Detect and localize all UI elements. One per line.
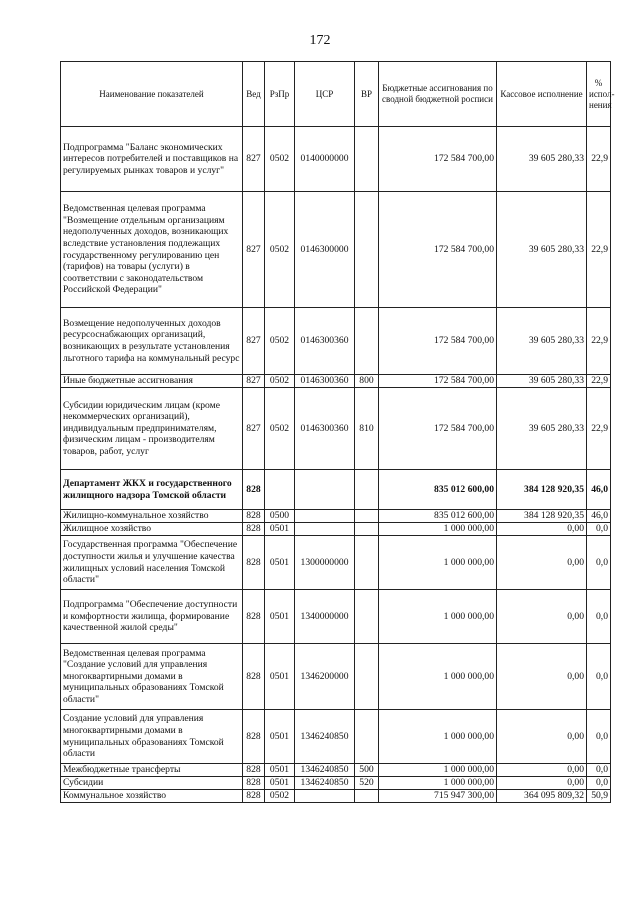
cell-cash: 0,00 bbox=[497, 590, 587, 644]
cell-name: Коммунальное хозяйство bbox=[61, 790, 243, 803]
cell-name: Субсидии юридическим лицам (кроме некоммерческих организаций), индивидуальным предпринимателям, физическим лицам - производителям товаров, работ, услуг bbox=[61, 388, 243, 470]
cell-rzpr: 0502 bbox=[265, 308, 295, 375]
cell-cash: 0,00 bbox=[497, 777, 587, 790]
cell-budget: 1 000 000,00 bbox=[379, 523, 497, 536]
cell-budget: 835 012 600,00 bbox=[379, 470, 497, 510]
cell-percent: 22,9 bbox=[587, 192, 611, 308]
cell-ved: 828 bbox=[243, 510, 265, 523]
cell-rzpr: 0501 bbox=[265, 536, 295, 590]
cell-budget: 172 584 700,00 bbox=[379, 192, 497, 308]
cell-cash: 0,00 bbox=[497, 536, 587, 590]
cell-budget: 1 000 000,00 bbox=[379, 777, 497, 790]
table-row bbox=[61, 590, 611, 644]
cell-name: Межбюджетные трансферты bbox=[61, 764, 243, 777]
cell-rzpr: 0502 bbox=[265, 127, 295, 192]
cell-rzpr: 0502 bbox=[265, 192, 295, 308]
header-name: Наименование показателей bbox=[61, 62, 243, 127]
cell-name: Жилищное хозяйство bbox=[61, 523, 243, 536]
cell-csr: 1346240850 bbox=[295, 764, 355, 777]
cell-ved: 828 bbox=[243, 536, 265, 590]
cell-rzpr: 0501 bbox=[265, 777, 295, 790]
cell-percent: 22,9 bbox=[587, 308, 611, 375]
cell-percent: 0,0 bbox=[587, 590, 611, 644]
header-vr: ВР bbox=[355, 62, 379, 127]
cell-rzpr: 0501 bbox=[265, 644, 295, 710]
cell-cash: 39 605 280,33 bbox=[497, 192, 587, 308]
cell-cash: 39 605 280,33 bbox=[497, 375, 587, 388]
cell-rzpr: 0502 bbox=[265, 790, 295, 803]
cell-ved: 828 bbox=[243, 764, 265, 777]
table-row bbox=[61, 644, 611, 710]
budget-execution-table bbox=[60, 61, 615, 803]
table-row bbox=[61, 790, 611, 803]
cell-rzpr: 0501 bbox=[265, 710, 295, 764]
cell-vr bbox=[355, 710, 379, 764]
table-row bbox=[61, 764, 611, 777]
cell-name: Иные бюджетные ассигнования bbox=[61, 375, 243, 388]
cell-csr: 0140000000 bbox=[295, 127, 355, 192]
cell-ved: 827 bbox=[243, 192, 265, 308]
cell-budget: 1 000 000,00 bbox=[379, 536, 497, 590]
cell-vr bbox=[355, 590, 379, 644]
table-row bbox=[61, 523, 611, 536]
cell-cash: 384 128 920,35 bbox=[497, 510, 587, 523]
cell-vr bbox=[355, 308, 379, 375]
cell-vr: 800 bbox=[355, 375, 379, 388]
header-csr: ЦСР bbox=[295, 62, 355, 127]
cell-percent: 0,0 bbox=[587, 644, 611, 710]
cell-rzpr: 0501 bbox=[265, 523, 295, 536]
cell-vr: 500 bbox=[355, 764, 379, 777]
cell-percent: 46,0 bbox=[587, 510, 611, 523]
header-budget: Бюджетные ассигнования по сводной бюджетной росписи bbox=[379, 62, 497, 127]
cell-csr: 1340000000 bbox=[295, 590, 355, 644]
cell-vr bbox=[355, 644, 379, 710]
cell-percent: 50,9 bbox=[587, 790, 611, 803]
cell-name: Ведомственная целевая программа "Возмещение отдельным организациям недополученных доходов, возникающих вследствие установления подлежащих государственному регулированию цен (тарифов) на товары (услуги) в соответствии с законодательством Российской Федерации" bbox=[61, 192, 243, 308]
cell-csr bbox=[295, 510, 355, 523]
header-percent: % испол-нения bbox=[587, 62, 611, 127]
cell-csr: 1346200000 bbox=[295, 644, 355, 710]
cell-budget: 835 012 600,00 bbox=[379, 510, 497, 523]
cell-vr bbox=[355, 523, 379, 536]
cell-csr: 1346240850 bbox=[295, 777, 355, 790]
cell-name: Департамент ЖКХ и государственного жилищного надзора Томской области bbox=[61, 470, 243, 510]
cell-rzpr bbox=[265, 470, 295, 510]
cell-budget: 1 000 000,00 bbox=[379, 710, 497, 764]
table-header-row bbox=[61, 62, 611, 127]
cell-ved: 827 bbox=[243, 388, 265, 470]
cell-cash: 0,00 bbox=[497, 764, 587, 777]
cell-budget: 172 584 700,00 bbox=[379, 388, 497, 470]
cell-cash: 39 605 280,33 bbox=[497, 308, 587, 375]
cell-vr bbox=[355, 192, 379, 308]
cell-rzpr: 0501 bbox=[265, 590, 295, 644]
cell-vr bbox=[355, 536, 379, 590]
cell-csr bbox=[295, 790, 355, 803]
cell-name: Государственная программа "Обеспечение доступности жилья и улучшение качества жилищных условий населения Томской области" bbox=[61, 536, 243, 590]
cell-name: Субсидии bbox=[61, 777, 243, 790]
cell-name: Подпрограмма "Обеспечение доступности и комфортности жилища, формирование качественной жилой среды" bbox=[61, 590, 243, 644]
cell-ved: 828 bbox=[243, 590, 265, 644]
cell-cash: 0,00 bbox=[497, 644, 587, 710]
cell-ved: 827 bbox=[243, 127, 265, 192]
table-row bbox=[61, 510, 611, 523]
cell-rzpr: 0500 bbox=[265, 510, 295, 523]
cell-ved: 827 bbox=[243, 375, 265, 388]
cell-ved: 828 bbox=[243, 523, 265, 536]
table-row bbox=[61, 777, 611, 790]
cell-ved: 828 bbox=[243, 644, 265, 710]
cell-rzpr: 0502 bbox=[265, 375, 295, 388]
table-row bbox=[61, 470, 611, 510]
cell-percent: 22,9 bbox=[587, 388, 611, 470]
cell-name: Создание условий для управления многоквартирными домами в муниципальных образованиях Томской области bbox=[61, 710, 243, 764]
cell-rzpr: 0502 bbox=[265, 388, 295, 470]
cell-vr: 520 bbox=[355, 777, 379, 790]
cell-budget: 1 000 000,00 bbox=[379, 644, 497, 710]
table-row bbox=[61, 710, 611, 764]
cell-vr bbox=[355, 127, 379, 192]
table-row bbox=[61, 375, 611, 388]
cell-name: Возмещение недополученных доходов ресурсоснабжающих организаций, возникающих в результате установления льготного тарифа на коммунальный ресурс bbox=[61, 308, 243, 375]
table-row bbox=[61, 127, 611, 192]
cell-percent: 22,9 bbox=[587, 375, 611, 388]
cell-budget: 172 584 700,00 bbox=[379, 375, 497, 388]
cell-ved: 828 bbox=[243, 790, 265, 803]
cell-percent: 0,0 bbox=[587, 764, 611, 777]
header-rzpr: РзПр bbox=[265, 62, 295, 127]
table-row bbox=[61, 388, 611, 470]
cell-vr: 810 bbox=[355, 388, 379, 470]
cell-percent: 22,9 bbox=[587, 127, 611, 192]
cell-budget: 172 584 700,00 bbox=[379, 308, 497, 375]
cell-percent: 0,0 bbox=[587, 536, 611, 590]
cell-budget: 1 000 000,00 bbox=[379, 590, 497, 644]
cell-csr: 1346240850 bbox=[295, 710, 355, 764]
header-ved: Вед bbox=[243, 62, 265, 127]
cell-ved: 827 bbox=[243, 308, 265, 375]
cell-name: Ведомственная целевая программа "Создание условий для управления многоквартирными домами в муниципальных образованиях Томской области" bbox=[61, 644, 243, 710]
cell-vr bbox=[355, 470, 379, 510]
cell-cash: 384 128 920,35 bbox=[497, 470, 587, 510]
cell-csr: 0146300000 bbox=[295, 192, 355, 308]
cell-percent: 0,0 bbox=[587, 777, 611, 790]
header-cash: Кассовое исполнение bbox=[497, 62, 587, 127]
cell-rzpr: 0501 bbox=[265, 764, 295, 777]
cell-csr: 0146300360 bbox=[295, 388, 355, 470]
cell-csr: 1300000000 bbox=[295, 536, 355, 590]
cell-ved: 828 bbox=[243, 470, 265, 510]
cell-vr bbox=[355, 790, 379, 803]
table-row bbox=[61, 536, 611, 590]
cell-csr: 0146300360 bbox=[295, 375, 355, 388]
cell-vr bbox=[355, 510, 379, 523]
cell-csr bbox=[295, 470, 355, 510]
cell-name: Жилищно-коммунальное хозяйство bbox=[61, 510, 243, 523]
cell-name: Подпрограмма "Баланс экономических интересов потребителей и поставщиков на регулируемых рынках товаров и услуг" bbox=[61, 127, 243, 192]
cell-cash: 39 605 280,33 bbox=[497, 127, 587, 192]
cell-budget: 715 947 300,00 bbox=[379, 790, 497, 803]
cell-ved: 828 bbox=[243, 777, 265, 790]
cell-percent: 0,0 bbox=[587, 523, 611, 536]
table-row bbox=[61, 192, 611, 308]
cell-percent: 46,0 bbox=[587, 470, 611, 510]
cell-csr bbox=[295, 523, 355, 536]
cell-percent: 0,0 bbox=[587, 710, 611, 764]
cell-cash: 39 605 280,33 bbox=[497, 388, 587, 470]
page-number: 172 bbox=[309, 33, 331, 48]
cell-csr: 0146300360 bbox=[295, 308, 355, 375]
cell-ved: 828 bbox=[243, 710, 265, 764]
cell-cash: 0,00 bbox=[497, 523, 587, 536]
cell-budget: 1 000 000,00 bbox=[379, 764, 497, 777]
cell-cash: 364 095 809,32 bbox=[497, 790, 587, 803]
table-row bbox=[61, 308, 611, 375]
cell-budget: 172 584 700,00 bbox=[379, 127, 497, 192]
cell-cash: 0,00 bbox=[497, 710, 587, 764]
